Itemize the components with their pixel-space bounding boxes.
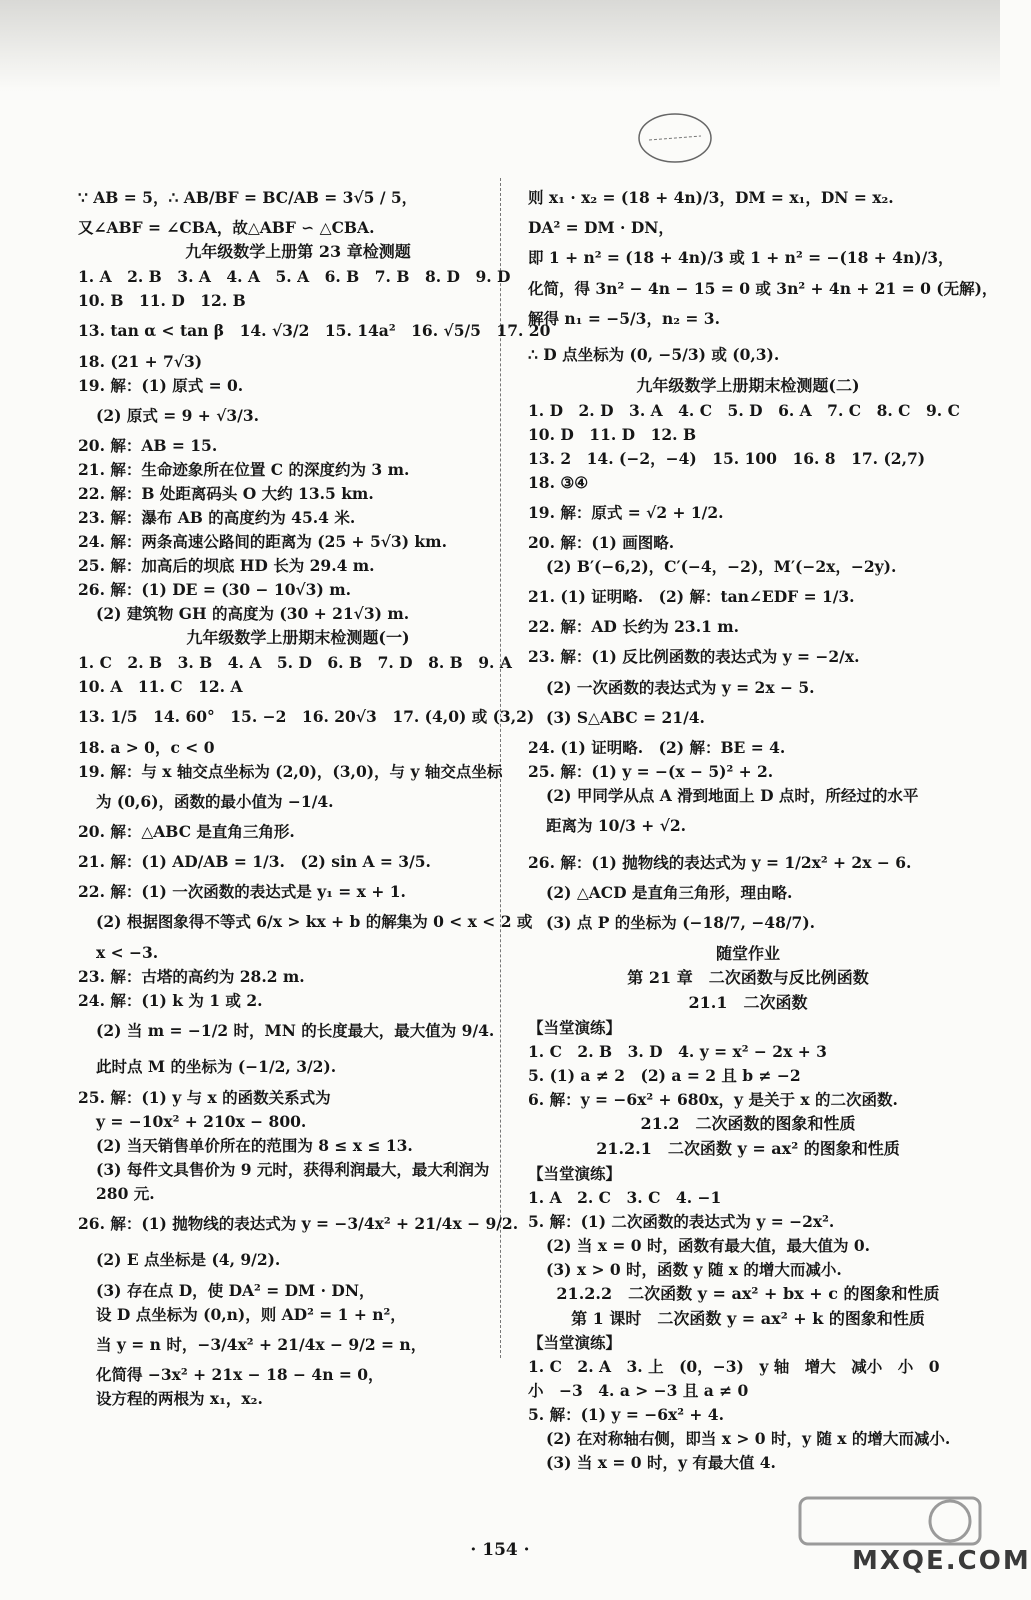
- answer-line: (3) S△ABC = 21/4.: [546, 707, 705, 727]
- answer-line: 5. 解：(1) y = −6x² + 4.: [528, 1405, 724, 1425]
- answer-line: (2) E 点坐标是 (4, 9/2).: [96, 1250, 281, 1270]
- answer-line: 23. 解：瀑布 AB 的高度约为 45.4 米.: [78, 508, 356, 528]
- answer-line: 此时点 M 的坐标为 (−1/2, 3/2).: [96, 1057, 337, 1077]
- answer-line: (3) x > 0 时，函数 y 随 x 的增大而减小.: [546, 1259, 842, 1279]
- answer-line: (2) 根据图象得不等式 6/x > kx + b 的解集为 0 < x < 2 或: [96, 912, 533, 932]
- answer-line: 25. 解：(1) y = −(x − 5)² + 2.: [528, 762, 774, 782]
- answer-line: (2) 当天销售单价所在的范围为 8 ≤ x ≤ 13.: [96, 1135, 413, 1155]
- section-heading: 第 1 课时 二次函数 y = ax² + k 的图象和性质: [571, 1308, 925, 1328]
- answer-line: 即 1 + n² = (18 + 4n)/3 或 1 + n² = −(18 + 4n)/3，: [528, 248, 954, 268]
- answer-line: (2) 原式 = 9 + √3/3.: [96, 405, 260, 425]
- answer-line: 6. 解：y = −6x² + 680x，y 是关于 x 的二次函数.: [528, 1090, 898, 1110]
- answer-line: 280 元.: [96, 1183, 155, 1203]
- answer-line: ∴ D 点坐标为 (0, −5/3) 或 (0,3).: [528, 345, 780, 365]
- left-column: [78, 180, 551, 1411]
- answer-line: 26. 解：(1) DE = (30 − 10√3) m.: [78, 580, 351, 600]
- answer-line: 24. 解：两条高速公路间的距离为 (25 + 5√3) km.: [78, 532, 447, 552]
- answer-line: 24. (1) 证明略. (2) 解：BE = 4.: [528, 738, 786, 758]
- answer-line: 5. 解：(1) 二次函数的表达式为 y = −2x².: [528, 1211, 835, 1231]
- answer-line: 距离为 10/3 + √2.: [546, 816, 687, 836]
- answer-line: 小 −3 4. a > −3 且 a ≠ 0: [528, 1381, 749, 1401]
- answer-line: 10. B 11. D 12. B: [78, 291, 246, 311]
- page-number: · 154 ·: [470, 1540, 530, 1560]
- answer-line: 1. C 2. A 3. 上 (0，−3) y 轴 增大 减小 小 0: [528, 1357, 940, 1377]
- stamp-logo: [635, 108, 715, 168]
- answer-line: 1. A 2. B 3. A 4. A 5. A 6. B 7. B 8. D 9. D: [78, 267, 511, 287]
- answer-line: 当 y = n 时，−3/4x² + 21/4x − 9/2 = n，: [96, 1334, 427, 1354]
- section-heading: 21.2.1 二次函数 y = ax² 的图象和性质: [596, 1138, 900, 1158]
- answer-line: 22. 解：AD 长约为 23.1 m.: [528, 617, 740, 637]
- answer-line: 10. D 11. D 12. B: [528, 424, 697, 444]
- answer-line: y = −10x² + 210x − 800.: [96, 1111, 307, 1131]
- answer-line: 13. 1/5 14. 60° 15. −2 16. 20√3 17. (4,0) 或 (3,2): [78, 707, 535, 727]
- answer-line: 解得 n₁ = −5/3，n₂ = 3.: [528, 308, 720, 328]
- answer-line: 19. 解：与 x 轴交点坐标为 (2,0)，(3,0)，与 y 轴交点坐标: [78, 761, 503, 781]
- answer-line: 【当堂演练】: [528, 1018, 622, 1038]
- answer-line: 【当堂演练】: [528, 1333, 622, 1353]
- answer-line: 22. 解：(1) 一次函数的表达式是 y₁ = x + 1.: [78, 882, 406, 902]
- answer-line: (2) 甲同学从点 A 滑到地面上 D 点时，所经过的水平: [546, 786, 919, 806]
- answer-line: 19. 解：原式 = √2 + 1/2.: [528, 502, 724, 522]
- answer-line: (3) 当 x = 0 时，y 有最大值 4.: [546, 1453, 776, 1473]
- answer-line: 又∠ABF = ∠CBA，故△ABF ∽ △CBA.: [78, 218, 375, 238]
- answer-line: DA² = DM · DN，: [528, 218, 674, 238]
- answer-line: 23. 解：古塔的高约为 28.2 m.: [78, 966, 305, 986]
- answer-line: 19. 解：(1) 原式 = 0.: [78, 375, 244, 395]
- answer-line: 1. C 2. B 3. B 4. A 5. D 6. B 7. D 8. B 9. A: [78, 653, 512, 673]
- section-heading: 九年级数学上册期末检测题(二): [636, 375, 860, 395]
- answer-line: 18. ③④: [528, 472, 589, 492]
- answer-line: 设 D 点坐标为 (0,n)，则 AD² = 1 + n²，: [96, 1304, 406, 1324]
- section-heading: 随堂作业: [715, 943, 780, 963]
- answer-line: 20. 解：AB = 15.: [78, 436, 218, 456]
- answer-line: 26. 解：(1) 抛物线的表达式为 y = 1/2x² + 2x − 6.: [528, 852, 912, 872]
- answer-line: 21. 解：生命迹象所在位置 C 的深度约为 3 m.: [78, 460, 410, 480]
- answer-line: 18. a > 0，c < 0: [78, 737, 215, 757]
- answer-line: 【当堂演练】: [528, 1163, 622, 1183]
- answer-line: 26. 解：(1) 抛物线的表达式为 y = −3/4x² + 21/4x − 9/2.: [78, 1213, 519, 1233]
- scan-top-band: [0, 0, 1000, 92]
- answer-line: 23. 解：(1) 反比例函数的表达式为 y = −2/x.: [528, 647, 860, 667]
- answer-line: (3) 点 P 的坐标为 (−18/7, −48/7).: [546, 913, 816, 933]
- section-heading: 21.2.2 二次函数 y = ax² + bx + c 的图象和性质: [556, 1283, 940, 1303]
- answer-line: 则 x₁ · x₂ = (18 + 4n)/3，DM = x₁，DN = x₂.: [528, 188, 894, 207]
- answer-line: 1. C 2. B 3. D 4. y = x² − 2x + 3: [528, 1042, 827, 1062]
- answer-line: (2) 一次函数的表达式为 y = 2x − 5.: [546, 677, 815, 697]
- section-heading: 第 21 章 二次函数与反比例函数: [627, 968, 869, 988]
- answer-line: (3) 每件文具售价为 9 元时，获得利润最大，最大利润为: [96, 1159, 490, 1179]
- answer-line: ∵ AB = 5，∴ AB/BF = BC/AB = 3√5 / 5，: [78, 188, 418, 207]
- answer-line: 10. A 11. C 12. A: [78, 677, 243, 697]
- answer-line: 设方程的两根为 x₁，x₂.: [96, 1389, 263, 1409]
- answer-line: 20. 解：(1) 画图略.: [528, 533, 675, 552]
- answer-line: 21. (1) 证明略. (2) 解：tan∠EDF = 1/3.: [528, 587, 855, 607]
- answer-line: 18. (21 + 7√3): [78, 351, 203, 371]
- answer-line: (2) B′(−6,2)，C′(−4，−2)，M′(−2x，−2y).: [546, 557, 897, 577]
- answer-line: (2) 当 x = 0 时，函数有最大值，最大值为 0.: [546, 1235, 871, 1255]
- answer-line: 化简，得 3n² − 4n − 15 = 0 或 3n² + 4n + 21 = 0 (无解)，: [528, 278, 998, 298]
- section-heading: 九年级数学上册第 23 章检测题: [185, 242, 411, 262]
- right-column: [528, 180, 998, 1475]
- answer-line: 25. 解：(1) y 与 x 的函数关系式为: [78, 1087, 331, 1107]
- answer-line: (2) 建筑物 GH 的高度为 (30 + 21√3) m.: [96, 604, 410, 624]
- section-heading: 21.2 二次函数的图象和性质: [640, 1114, 856, 1134]
- answer-line: x < −3.: [96, 942, 159, 962]
- answer-line: 25. 解：加高后的坝底 HD 长为 29.4 m.: [78, 556, 375, 576]
- answer-line: (3) 存在点 D，使 DA² = DM · DN，: [96, 1280, 375, 1300]
- answer-line: 21. 解：(1) AD/AB = 1/3. (2) sin A = 3/5.: [78, 851, 431, 871]
- answer-line: 1. D 2. D 3. A 4. C 5. D 6. A 7. C 8. C 9. C: [528, 400, 960, 420]
- section-heading: 21.1 二次函数: [688, 993, 808, 1013]
- answer-line: 5. (1) a ≠ 2 (2) a = 2 且 b ≠ −2: [528, 1066, 801, 1086]
- watermark-site: MXQE.COM: [852, 1546, 1031, 1576]
- answer-line: 20. 解：△ABC 是直角三角形.: [78, 821, 295, 841]
- answer-line: 为 (0,6)，函数的最小值为 −1/4.: [96, 791, 334, 811]
- section-heading: 九年级数学上册期末检测题(一): [186, 628, 410, 648]
- answer-line: 13. 2 14. (−2，−4) 15. 100 16. 8 17. (2,7): [528, 448, 926, 468]
- answer-line: 1. A 2. C 3. C 4. −1: [528, 1187, 722, 1207]
- answer-line: 13. tan α < tan β 14. √3/2 15. 14a² 16. √5/5 17. 20: [78, 321, 551, 341]
- answer-line: 22. 解：B 处距离码头 O 大约 13.5 km.: [78, 484, 374, 504]
- answer-line: (2) 在对称轴右侧，即当 x > 0 时，y 随 x 的增大而减小.: [546, 1429, 951, 1449]
- answer-line: (2) 当 m = −1/2 时，MN 的长度最大，最大值为 9/4.: [96, 1020, 495, 1040]
- answer-line: (2) △ACD 是直角三角形，理由略.: [546, 883, 793, 903]
- answer-line: 化简得 −3x² + 21x − 18 − 4n = 0，: [96, 1365, 384, 1385]
- answer-line: 24. 解：(1) k 为 1 或 2.: [78, 990, 263, 1010]
